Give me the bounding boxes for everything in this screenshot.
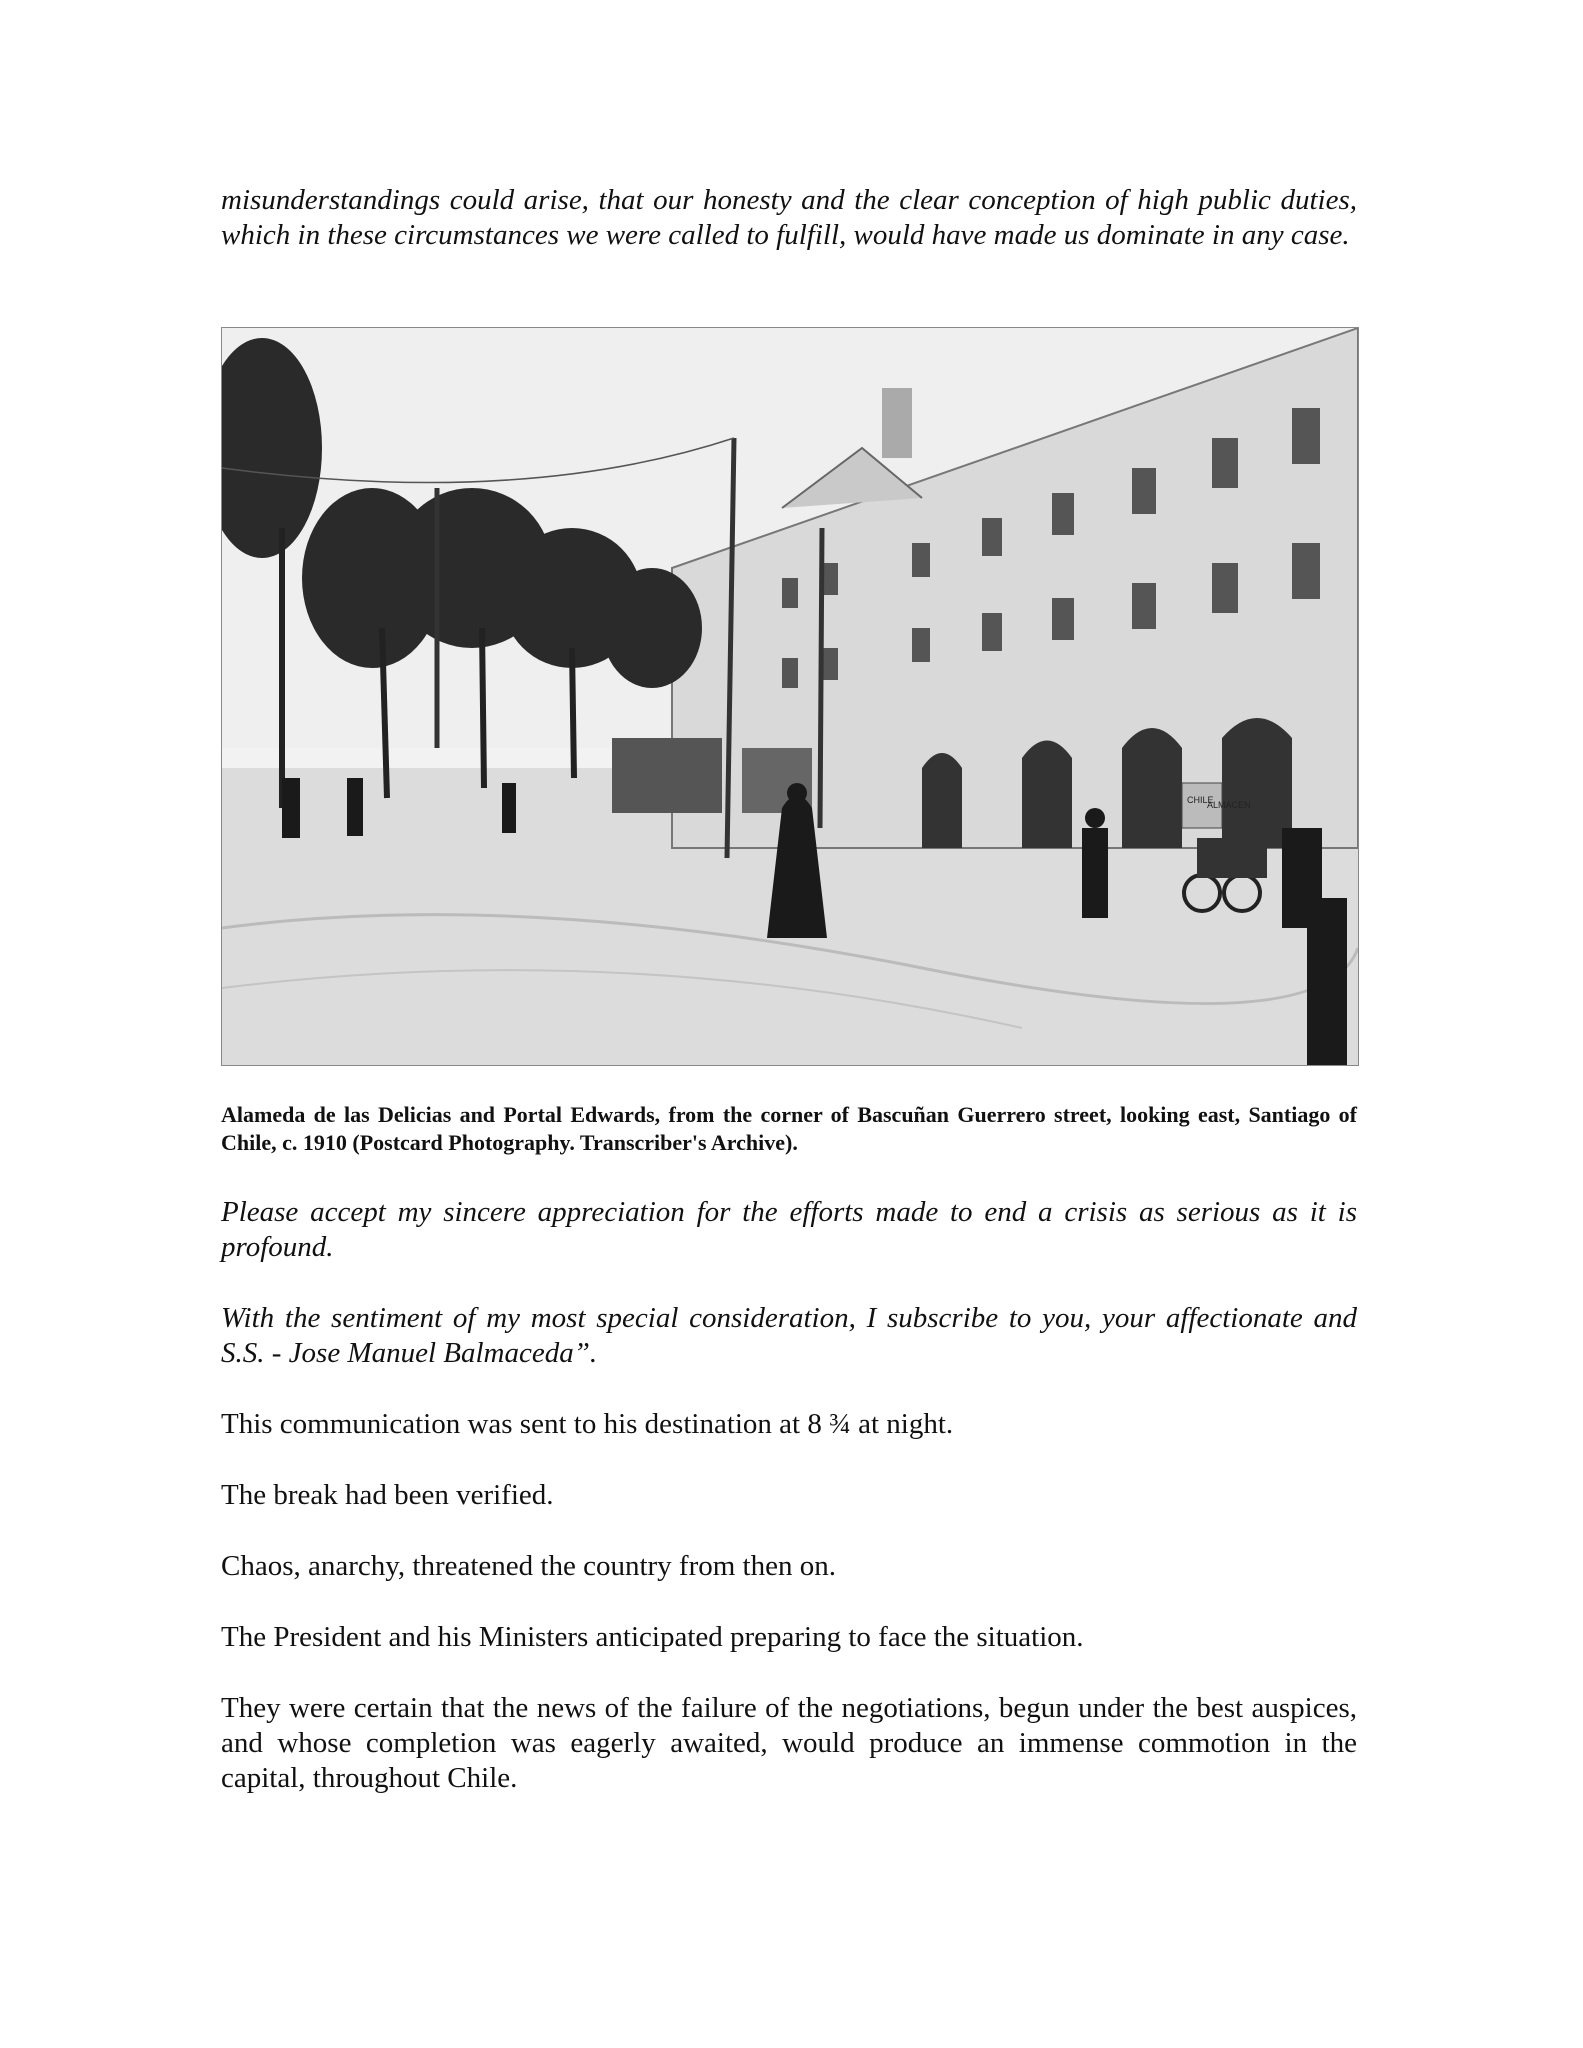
figure-caption: Alameda de las Delicias and Portal Edwards, from the corner of Bascuñan Guerrero street, looking east, Santiago of Chile, c. 1910 (Postcard Photography. Transcriber's Archive). [221, 1102, 1357, 1155]
president-block [221, 1620, 1357, 1655]
shop-sign-2: CHILE [1187, 795, 1214, 805]
appreciation-block [221, 1195, 1357, 1265]
paragraph-certain: They were certain that the news of the failure of the negotiations, begun under the best auspices, and whose completion was eagerly awaited, would produce an immense commotion in the capital, throughout Chile. [221, 1692, 1357, 1794]
paragraph-sentiment: With the sentiment of my most special consideration, I subscribe to you, your affectionate and S.S. - Jose Manuel Balmaceda”. [221, 1302, 1357, 1369]
sent-block [221, 1407, 1357, 1442]
historical-photograph [221, 327, 1359, 1066]
paragraph-chaos: Chaos, anarchy, threatened the country from then on. [221, 1550, 836, 1582]
certain-block [221, 1691, 1357, 1796]
paragraph-sent: This communication was sent to his destination at 8 ¾ at night. [221, 1408, 954, 1440]
chaos-block [221, 1549, 1357, 1584]
paragraph-president: The President and his Ministers anticipated preparing to face the situation. [221, 1621, 1084, 1653]
break-block [221, 1478, 1357, 1513]
street-scene-image [222, 328, 1358, 1065]
paragraph-intro: misunderstandings could arise, that our honesty and the clear conception of high public duties, which in these circumstances we were called to fulfill, would have made us dominate in any case. [221, 184, 1357, 251]
paragraph-break: The break had been verified. [221, 1479, 554, 1511]
paragraph-intro-block [221, 183, 1357, 253]
paragraph-appreciation: Please accept my sincere appreciation for the efforts made to end a crisis as serious as it is profound. [221, 1196, 1357, 1263]
caption-block [221, 1101, 1357, 1157]
shop-sign-1: ALMACEN [1207, 800, 1251, 810]
sentiment-block [221, 1301, 1357, 1371]
